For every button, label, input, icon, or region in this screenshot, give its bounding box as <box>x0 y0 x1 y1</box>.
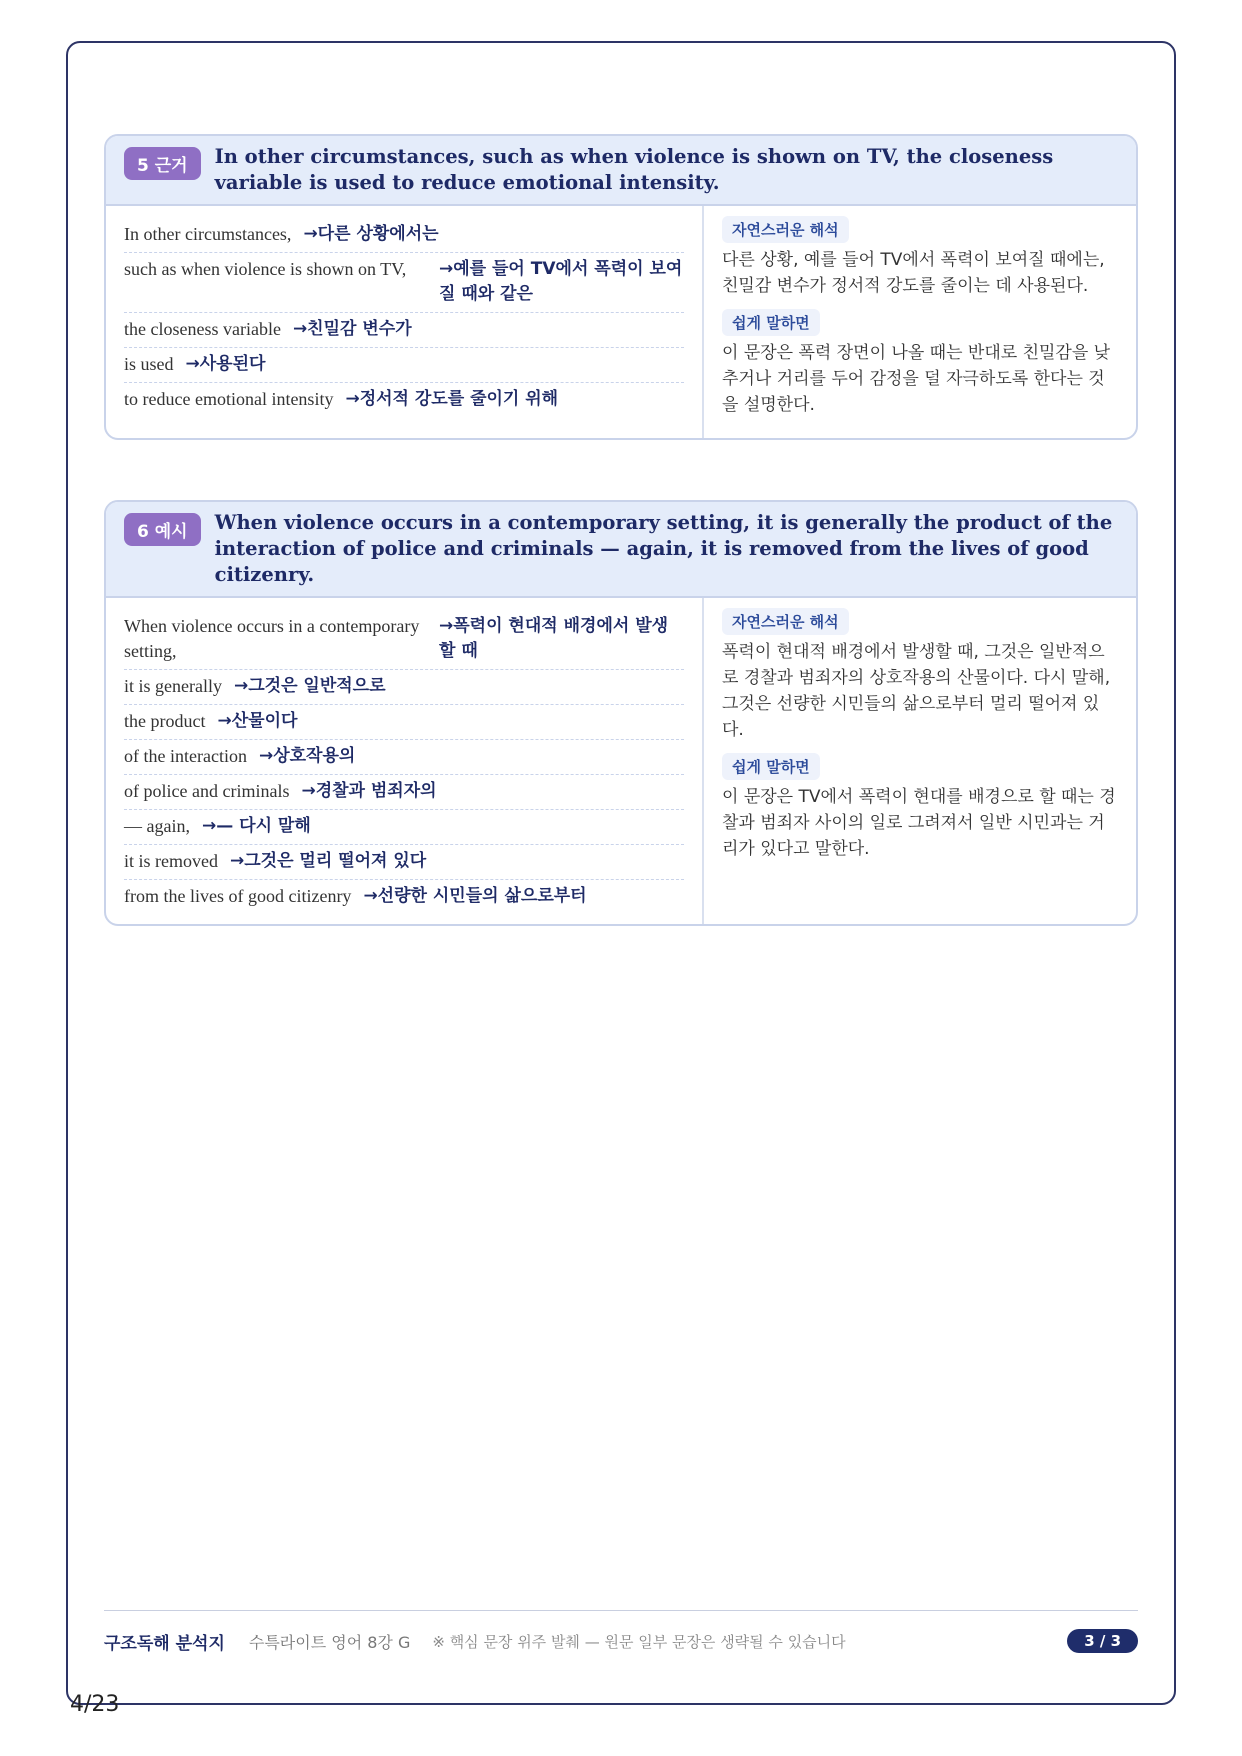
page-indicator: 3 / 3 <box>1067 1629 1138 1653</box>
segment-english: of the interaction <box>124 746 247 766</box>
segment-row <box>124 348 684 383</box>
segment-list <box>106 206 704 438</box>
segment-korean: →폭력이 현대적 배경에서 발생할 때 <box>439 616 669 661</box>
segment-korean: →그것은 일반적으로 <box>233 676 386 696</box>
segment-row <box>124 670 684 705</box>
page-number: 4/23 <box>70 1692 120 1717</box>
segment-row <box>124 313 684 348</box>
segment-korean: →정서적 강도를 줄이기 위해 <box>345 389 559 409</box>
segment-english: When violence occurs in a contemporary setting, <box>124 616 420 661</box>
natural-translation-label: 자연스러운 해석 <box>722 216 849 243</box>
segment-korean: →— 다시 말해 <box>201 816 311 836</box>
sentence-card-5 <box>104 134 1138 440</box>
footer <box>104 1625 1138 1657</box>
segment-row <box>124 740 684 775</box>
footer-note: ※ 핵심 문장 위주 발췌 — 원문 일부 문장은 생략될 수 있습니다 <box>432 1632 846 1651</box>
card-header <box>106 502 1136 598</box>
sentence-text: In other circumstances, such as when violence is shown on TV, the closeness variable is used to reduce emotional intensity. <box>214 145 1054 194</box>
segment-english: the product <box>124 711 206 731</box>
segment-row <box>124 383 684 417</box>
segment-row <box>124 610 684 670</box>
segment-row <box>124 880 684 914</box>
sentence-card-6 <box>104 500 1138 926</box>
segment-korean: →경찰과 범죄자의 <box>301 781 437 801</box>
simple-explanation-text: 이 문장은 TV에서 폭력이 현대를 배경으로 할 때는 경찰과 범죄자 사이의 일로 그려져서 일반 시민과는 거리가 있다고 말한다. <box>722 787 1116 859</box>
segment-english: the closeness variable <box>124 319 281 339</box>
translation-panel <box>704 598 1136 924</box>
segment-korean: →다른 상황에서는 <box>303 224 439 244</box>
segment-english: such as when violence is shown on TV, <box>124 259 407 279</box>
segment-english: In other circumstances, <box>124 224 292 244</box>
segment-korean: →선량한 시민들의 삶으로부터 <box>363 886 587 906</box>
segment-korean: →친밀감 변수가 <box>292 319 412 339</box>
simple-explanation-label: 쉽게 말하면 <box>722 309 820 336</box>
segment-row <box>124 218 684 253</box>
translation-panel <box>704 206 1136 438</box>
sentence-text: When violence occurs in a contemporary setting, it is generally the product of the interaction of police and criminals — again, it is removed from the lives of good citizenry. <box>214 511 1113 586</box>
segment-row <box>124 775 684 810</box>
segment-english: it is removed <box>124 851 218 871</box>
simple-explanation-text: 이 문장은 폭력 장면이 나올 때는 반대로 친밀감을 낮추거나 거리를 두어 감정을 덜 자극하도록 한다는 것을 설명한다. <box>722 343 1111 415</box>
segment-korean: →예를 들어 TV에서 폭력이 보여질 때와 같은 <box>439 259 683 304</box>
segment-english: is used <box>124 354 174 374</box>
segment-english: it is generally <box>124 676 222 696</box>
card-header <box>106 136 1136 206</box>
sentence-badge: 6 예시 <box>124 513 201 546</box>
segment-korean: →그것은 멀리 떨어져 있다 <box>229 851 427 871</box>
segment-english: to reduce emotional intensity <box>124 389 334 409</box>
footer-subtitle: 수특라이트 영어 8강 G <box>248 1632 411 1652</box>
segment-korean: →상호작용의 <box>258 746 356 766</box>
segment-row <box>124 253 684 313</box>
footer-divider <box>104 1610 1138 1611</box>
segment-korean: →산물이다 <box>217 711 298 731</box>
natural-translation-text: 다른 상황, 예를 들어 TV에서 폭력이 보여질 때에는, 친밀감 변수가 정서적 강도를 줄이는 데 사용된다. <box>722 250 1105 296</box>
segment-row <box>124 705 684 740</box>
segment-english: from the lives of good citizenry <box>124 886 352 906</box>
natural-translation-text: 폭력이 현대적 배경에서 발생할 때, 그것은 일반적으로 경찰과 범죄자의 상호작용의 산물이다. 다시 말해, 그것은 선량한 시민들의 삶으로부터 멀리 떨어져 있다. <box>722 642 1111 740</box>
segment-row <box>124 845 684 880</box>
segment-row <box>124 810 684 845</box>
segment-english: of police and criminals <box>124 781 290 801</box>
natural-translation-label: 자연스러운 해석 <box>722 608 849 635</box>
footer-title: 구조독해 분석지 <box>104 1633 225 1654</box>
simple-explanation-label: 쉽게 말하면 <box>722 753 820 780</box>
segment-english: — again, <box>124 816 190 836</box>
sentence-badge: 5 근거 <box>124 147 201 180</box>
segment-list <box>106 598 704 924</box>
segment-korean: →사용된다 <box>185 354 266 374</box>
